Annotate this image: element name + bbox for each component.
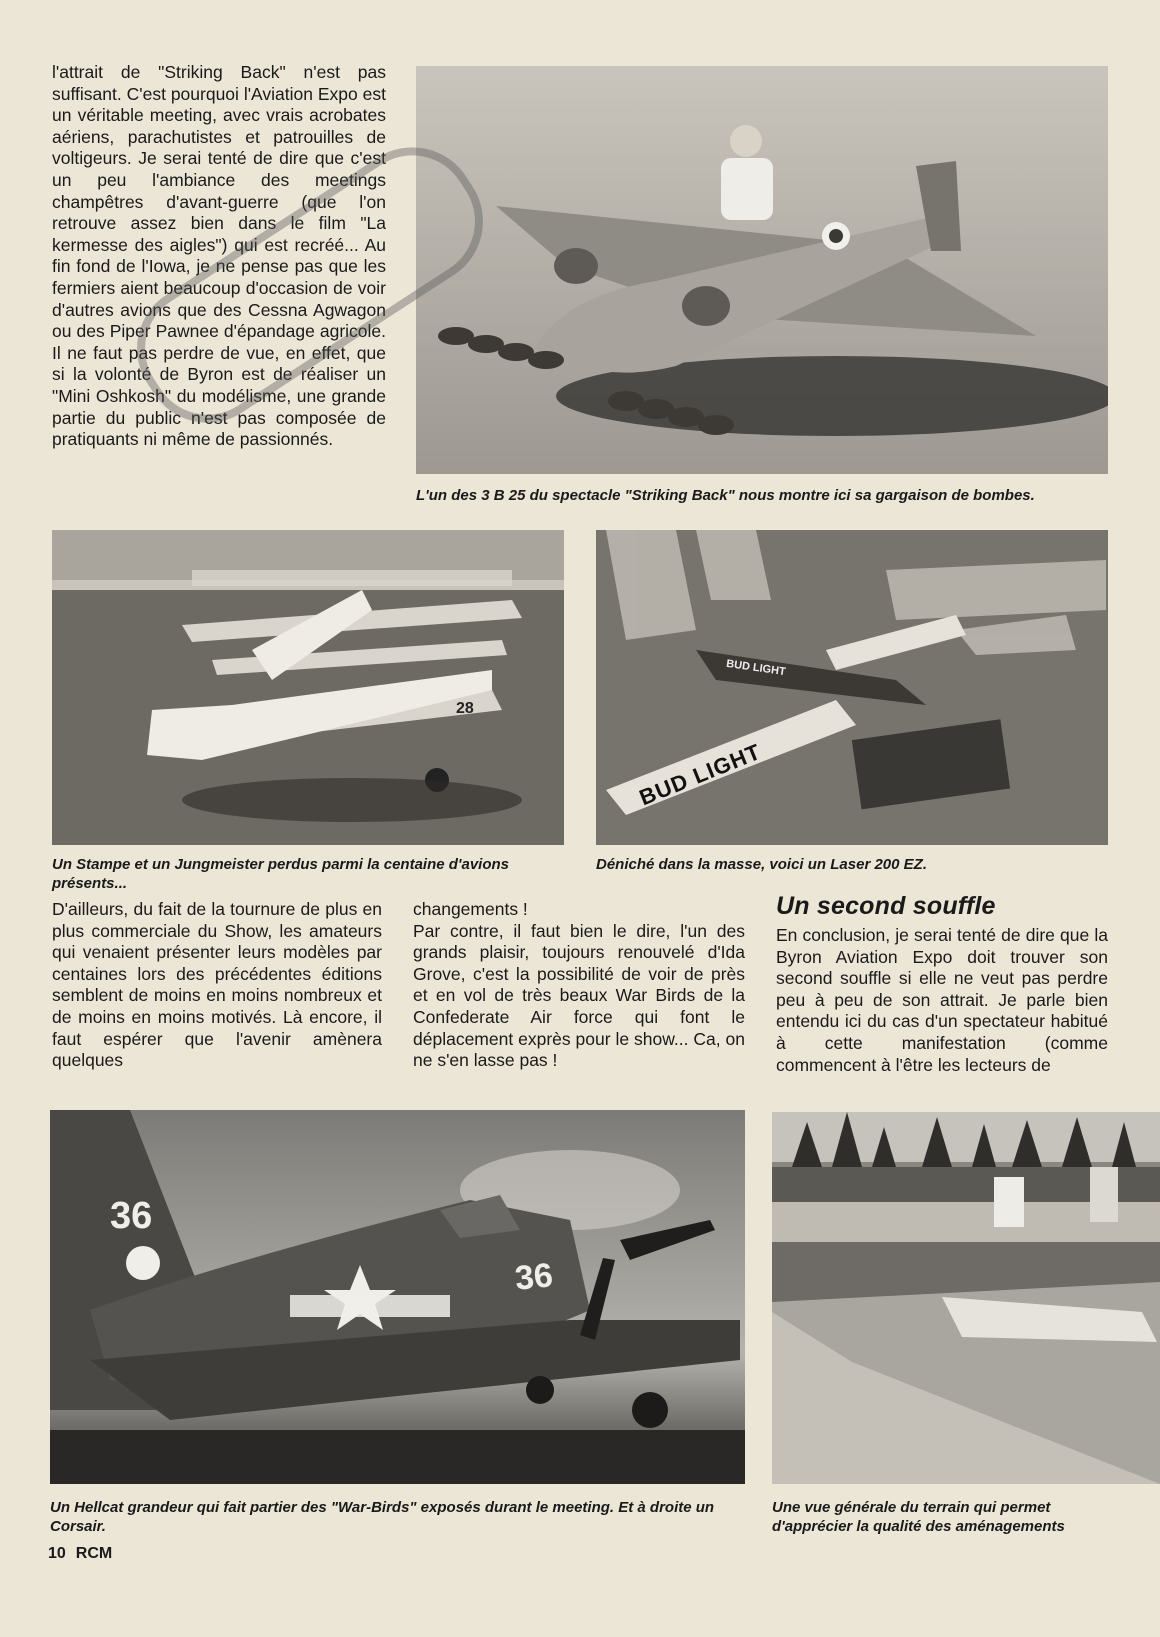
- caption-biplanes: Un Stampe et un Jungmeister perdus parmi la centaine d'avions présents...: [52, 856, 510, 892]
- article-paragraph: D'ailleurs, du fait de la tournure de plus en plus commerciale du Show, les amateurs qui venaient présenter leurs modèles par centaines lors des précédentes éditions semblent de moins en moins nombreux et de moins en moins motivés. Là encore, il faut espérer que l'avenir amènera quelques: [52, 899, 382, 1071]
- section-heading: Un second souffle: [776, 892, 996, 920]
- laser-wing-text: BUD LIGHT: [635, 738, 765, 811]
- article-column-top: [52, 62, 386, 451]
- photo-biplanes: [52, 530, 564, 845]
- caption-field: Une vue générale du terrain qui permet d'apprécier la qualité des aménagements: [772, 1499, 1065, 1535]
- photo-laser: [596, 530, 1108, 845]
- article-paragraph: l'attrait de "Striking Back" n'est pas suffisant. C'est pourquoi l'Aviation Expo est un véritable meeting, avec vrais acrobates aériens, parachutistes et patrouilles de voltigeurs. Je serai tenté de dire que c'est un peu l'ambiance des meetings champêtres d'avant-guerre (que l'on retrouve assez bien dans le film "La kermesse des aigles") qui est recréé... Au fin fond de l'Iowa, je ne pense pas que les fermiers aient beaucoup d'occasion de voir d'autres avions que des Cessna Agwagon ou des Piper Pawnee d'épandage agricole. Il ne faut pas perdre de vue, en effet, que si la volonté de Byron est de réaliser un "Mini Oshkosh" du modélisme, une grande partie du public n'est pas composée de pratiquants ni même de passionnés.: [52, 62, 386, 450]
- laser-fuselage-text: BUD LIGHT: [725, 657, 787, 679]
- caption-hellcat: Un Hellcat grandeur qui fait partier des "War-Birds" exposés durant le meeting. Et à droite un Corsair.: [50, 1499, 715, 1535]
- biplane-number: 28: [456, 700, 474, 717]
- photo-b25: [416, 66, 1108, 474]
- article-paragraph: changements !: [413, 899, 528, 919]
- hellcat-tail-number: 36: [110, 1195, 153, 1237]
- article-column-3: [776, 925, 1108, 1076]
- article-column-2: [413, 899, 745, 1072]
- photo-hellcat: [50, 1110, 745, 1484]
- page-number: 10: [48, 1545, 66, 1562]
- page-footer: [48, 1545, 122, 1563]
- photo-field: [772, 1112, 1160, 1484]
- hellcat-cowl-number: 36: [513, 1256, 555, 1298]
- caption-b25: L'un des 3 B 25 du spectacle "Striking Back" nous montre ici sa gargaison de bombes.: [416, 487, 1035, 504]
- article-paragraph: Par contre, il faut bien le dire, l'un des grands plaisir, toujours renouvelé d'Ida Grove, c'est la possibilité de voir de près et en vol de très beaux War Birds de la Confederate Air force qui font le déplacement exprès pour le show... Ca, on ne s'en lasse pas !: [413, 920, 745, 1071]
- caption-laser: Déniché dans la masse, voici un Laser 200 EZ.: [596, 856, 927, 873]
- article-paragraph: En conclusion, je serai tenté de dire que la Byron Aviation Expo doit trouver son second souffle si elle ne veut pas perdre peu à peu de son attrait. Je parle bien entendu ici du cas d'un spectateur habitué à cette manifestation (comme commencent à l'être les lecteurs de: [776, 925, 1108, 1075]
- article-column-1: [52, 899, 382, 1072]
- magazine-name: RCM: [75, 1545, 113, 1562]
